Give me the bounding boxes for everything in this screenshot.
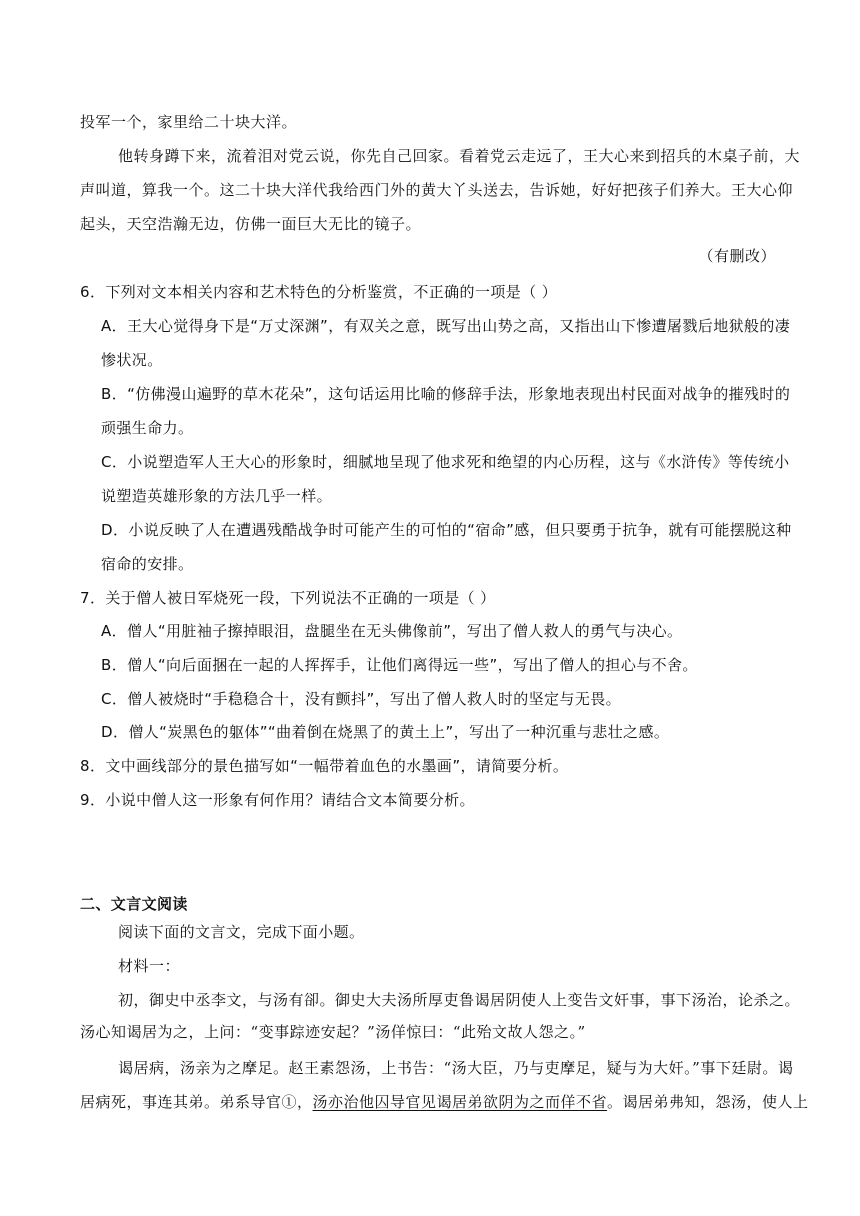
question-6-stem: 6．下列对文本相关内容和艺术特色的分析鉴赏，不正确的一项是（ ）	[80, 283, 558, 301]
paragraph-2-text-before-underline: 居病死，事连其弟。弟系导官①，	[80, 1093, 313, 1111]
story-line-1: 投军一个，家里给二十块大洋。	[80, 113, 298, 131]
classical-paragraph-2-line-1: 谒居病，汤亲为之摩足。赵王素怨汤，上书告：“汤大臣，乃与吏摩足，疑与为大奸。”事下廷尉。谒	[118, 1059, 794, 1077]
story-line-4: 起头，天空浩瀚无边，仿佛一面巨大无比的镜子。	[80, 215, 422, 233]
q6-option-b-line-2: 顽强生命力。	[101, 419, 194, 437]
classical-paragraph-2-line-2	[80, 1092, 809, 1112]
question-7-stem: 7．关于僧人被日军烧死一段，下列说法不正确的一项是（ ）	[80, 589, 496, 607]
q7-option-c: C．僧人被烧时“手稳稳合十，没有颤抖”，写出了僧人救人时的坚定与无畏。	[101, 690, 622, 708]
section-2-instruction: 阅读下面的文言文，完成下面小题。	[118, 923, 365, 941]
story-line-3: 声叫道，算我一个。这二十块大洋代我给西门外的黄大丫头送去，告诉她，好好把孩子们养大。王大心仰	[80, 181, 794, 199]
section-2-heading: 二、文言文阅读	[80, 895, 188, 913]
q7-option-d: D．僧人“炭黑色的躯体”“曲着倒在烧黑了的黄土上”，写出了一种沉重与悲壮之感。	[101, 723, 670, 741]
q6-option-a-line-1: A．王大心觉得身下是“万丈深渊”，有双关之意，既写出山势之高，又指出山下惨遭屠戮后地狱般的凄	[101, 317, 791, 335]
q7-option-b: B．僧人“向后面捆在一起的人挥挥手，让他们离得远一些”，写出了僧人的担心与不舍。	[101, 656, 698, 674]
question-8-stem: 8．文中画线部分的景色描写如“一幅带着血色的水墨画”，请简要分析。	[80, 757, 569, 775]
underlined-translation-sentence: 汤亦治他囚导官见谒居弟欲阴为之而佯不省	[312, 1093, 608, 1111]
q6-option-b-line-1: B．“仿佛漫山遍野的草木花朵”，这句话运用比喻的修辞手法，形象地表现出村民面对战争的摧残时的	[101, 385, 791, 403]
material-1-label: 材料一：	[118, 957, 181, 975]
paragraph-2-text-after-underline: 。谒居弟弗知，怨汤，使人上	[607, 1093, 809, 1111]
q6-option-d-line-1: D．小说反映了人在遭遇残酷战争时可能产生的可怕的“宿命”感，但只要勇于抗争，就有可能摆脱这种	[101, 521, 792, 539]
question-9-stem: 9．小说中僧人这一形象有何作用？请结合文本简要分析。	[80, 791, 475, 809]
q6-option-a-line-2: 惨状况。	[101, 351, 163, 369]
q6-option-c-line-2: 说塑造英雄形象的方法几乎一样。	[101, 487, 333, 505]
story-line-2: 他转身蹲下来，流着泪对党云说，你先自己回家。看着党云走远了，王大心来到招兵的木桌子前，大	[118, 147, 801, 165]
source-note: （有删改）	[698, 247, 776, 265]
q7-option-a: A．僧人“用脏袖子擦掉眼泪，盘腿坐在无头佛像前”，写出了僧人救人的勇气与决心。	[101, 622, 683, 640]
classical-paragraph-1-line-1: 初，御史中丞李文，与汤有卻。御史大夫汤所厚吏鲁谒居阴使人上变告文奸事，事下汤治，论杀之。	[118, 991, 801, 1009]
q6-option-c-line-1: C．小说塑造军人王大心的形象时，细腻地呈现了他求死和绝望的内心历程，这与《水浒传》等传统小	[101, 453, 790, 471]
classical-paragraph-1-line-2: 汤心知谒居为之，上问：“变事踪迹安起？”汤佯惊曰：“此殆文故人怨之。”	[80, 1023, 586, 1041]
q6-option-d-line-2: 宿命的安排。	[101, 555, 194, 573]
